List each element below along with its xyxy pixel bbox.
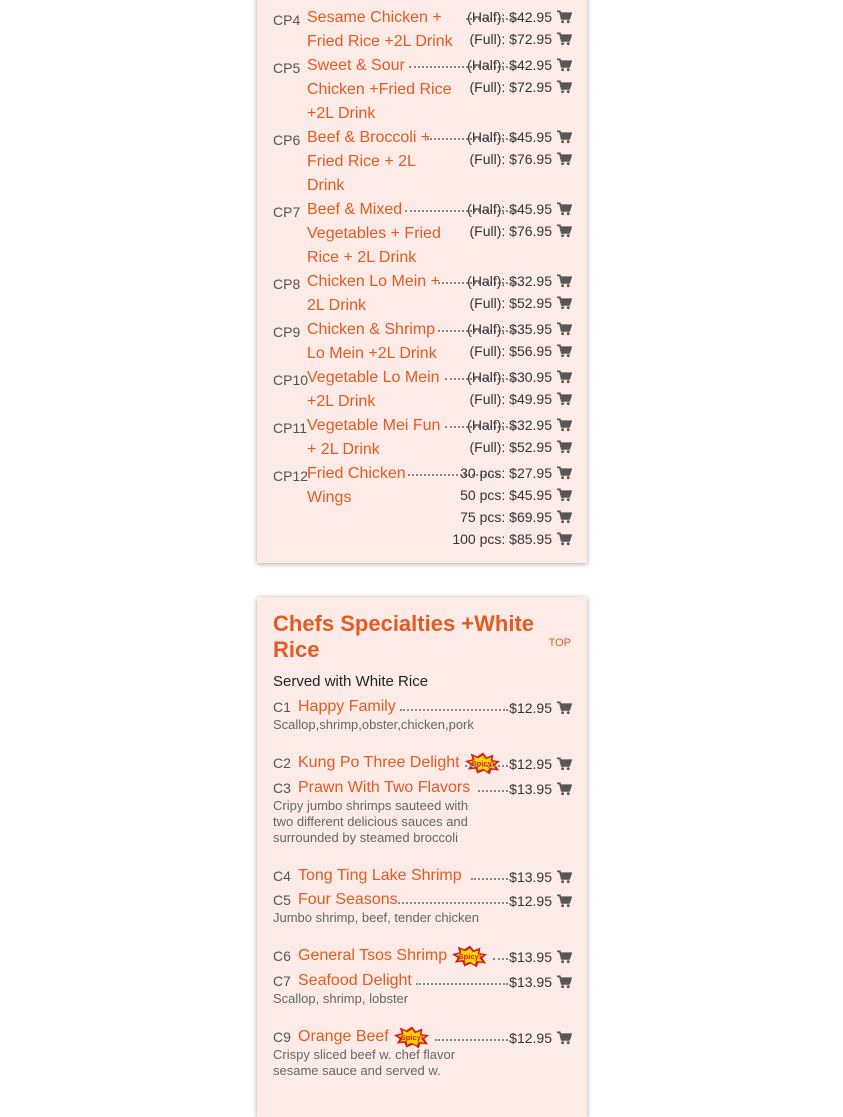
item-name[interactable]: Vegetable Mei Fun xyxy=(307,417,441,434)
dot-leader xyxy=(493,958,508,960)
item-code: C2 xyxy=(273,755,291,771)
item-price: (Full): $72.95 xyxy=(469,31,552,47)
item-code: C6 xyxy=(273,948,291,964)
combo-section xyxy=(257,0,587,563)
item-price: (Full): $76.95 xyxy=(469,223,552,239)
item-name[interactable]: Drink xyxy=(307,177,345,194)
item-price: $13.95 xyxy=(509,869,552,885)
shopping-cart-icon[interactable] xyxy=(557,32,572,46)
item-description: Jumbo shrimp, beef, tender chicken xyxy=(273,910,479,925)
item-name[interactable] xyxy=(298,888,398,912)
item-name[interactable] xyxy=(298,1025,431,1049)
item-price: $13.95 xyxy=(509,949,552,965)
item-description: Cripy jumbo shrimps sauteed with xyxy=(273,798,469,813)
dot-leader xyxy=(398,902,508,904)
item-price: (Half): $45.95 xyxy=(467,201,552,217)
dot-leader xyxy=(400,709,508,711)
item-name-text: Tong Ting Lake Shrimp xyxy=(298,867,462,884)
item-price: (Full): $76.95 xyxy=(469,151,552,167)
item-code: CP4 xyxy=(273,12,301,28)
item-name[interactable]: Wings xyxy=(307,489,352,506)
item-name[interactable]: Lo Mein +2L Drink xyxy=(307,345,437,362)
item-name[interactable]: Beef & Broccoli + xyxy=(307,129,431,146)
shopping-cart-icon[interactable] xyxy=(557,950,572,964)
item-description: Crispy sliced beef w. chef flavor xyxy=(273,1047,456,1062)
item-name[interactable]: Vegetables + Fried xyxy=(307,225,441,242)
shopping-cart-icon[interactable] xyxy=(557,782,572,796)
item-price: (Half): $42.95 xyxy=(467,9,552,25)
dot-leader xyxy=(465,765,508,767)
item-price: $13.95 xyxy=(509,781,552,797)
shopping-cart-icon[interactable] xyxy=(557,701,572,715)
item-code: C9 xyxy=(273,1029,291,1045)
item-price: (Full): $72.95 xyxy=(469,79,552,95)
item-name-text: Happy Family xyxy=(298,698,396,715)
item-description: two different delicious sauces and xyxy=(273,814,468,829)
item-name[interactable]: Chicken Lo Mein + xyxy=(307,273,440,290)
shopping-cart-icon[interactable] xyxy=(557,466,572,480)
shopping-cart-icon[interactable] xyxy=(557,392,572,406)
chefs-specialties-section xyxy=(257,597,587,1117)
item-price: (Half): $32.95 xyxy=(467,273,552,289)
shopping-cart-icon[interactable] xyxy=(557,296,572,310)
shopping-cart-icon[interactable] xyxy=(557,488,572,502)
item-price: (Half): $45.95 xyxy=(467,129,552,145)
item-description: sesame sauce and served w. xyxy=(273,1063,441,1078)
shopping-cart-icon[interactable] xyxy=(557,224,572,238)
item-price: $12.95 xyxy=(509,756,552,772)
item-price: 100 pcs: $85.95 xyxy=(452,531,552,547)
item-price: (Full): $52.95 xyxy=(469,295,552,311)
item-name[interactable]: Chicken +Fried Rice xyxy=(307,81,452,98)
item-code: CP5 xyxy=(273,60,301,76)
shopping-cart-icon[interactable] xyxy=(557,975,572,989)
dot-leader xyxy=(435,1039,508,1041)
shopping-cart-icon[interactable] xyxy=(557,532,572,546)
shopping-cart-icon[interactable] xyxy=(557,757,572,771)
shopping-cart-icon[interactable] xyxy=(557,440,572,454)
item-description: Scallop, shrimp, lobster xyxy=(273,991,409,1006)
shopping-cart-icon[interactable] xyxy=(557,10,572,24)
section-title: Chefs Specialties +White Rice xyxy=(273,611,535,662)
spicy-badge-icon xyxy=(451,944,489,968)
item-name[interactable]: Sesame Chicken + xyxy=(307,9,442,26)
shopping-cart-icon[interactable] xyxy=(557,510,572,524)
item-name-text: Orange Beef xyxy=(298,1028,389,1046)
item-name[interactable] xyxy=(298,969,412,993)
item-name[interactable]: +2L Drink xyxy=(307,393,376,410)
item-code: C3 xyxy=(273,780,291,796)
shopping-cart-icon[interactable] xyxy=(557,870,572,884)
shopping-cart-icon[interactable] xyxy=(557,322,572,336)
shopping-cart-icon[interactable] xyxy=(557,152,572,166)
item-name[interactable]: + 2L Drink xyxy=(307,441,380,458)
item-name[interactable]: Sweet & Sour xyxy=(307,57,405,74)
item-price: (Half): $42.95 xyxy=(467,57,552,73)
item-code: CP11 xyxy=(273,420,307,436)
dot-leader xyxy=(471,878,508,880)
spicy-badge-icon xyxy=(393,1025,431,1049)
item-price: (Half): $35.95 xyxy=(467,321,552,337)
item-description: surrounded by steamed broccoli xyxy=(273,830,458,845)
item-code: CP6 xyxy=(273,132,301,148)
item-name[interactable]: Fried Rice + 2L xyxy=(307,153,416,170)
dot-leader xyxy=(478,790,508,792)
shopping-cart-icon[interactable] xyxy=(557,418,572,432)
item-code: CP9 xyxy=(273,324,301,340)
item-price: (Full): $56.95 xyxy=(469,343,552,359)
item-code: CP12 xyxy=(273,468,309,484)
item-name-text: Kung Po Three Delight xyxy=(298,754,460,772)
item-code: CP7 xyxy=(273,204,301,220)
item-name[interactable]: Vegetable Lo Mein xyxy=(307,369,440,386)
item-name[interactable] xyxy=(298,776,470,800)
section-subtitle: Served with White Rice xyxy=(273,673,429,690)
dot-leader xyxy=(416,983,508,985)
item-name-text: Seafood Delight xyxy=(298,972,412,989)
item-code: C4 xyxy=(273,868,291,884)
item-price: 30 pcs: $27.95 xyxy=(460,465,552,481)
item-name[interactable] xyxy=(298,944,489,968)
shopping-cart-icon[interactable] xyxy=(557,130,572,144)
item-name[interactable]: Fried Rice +2L Drink xyxy=(307,33,453,50)
shopping-cart-icon[interactable] xyxy=(557,344,572,358)
item-name[interactable]: Fried Chicken xyxy=(307,465,406,482)
item-name[interactable]: +2L Drink xyxy=(307,105,376,122)
item-price: $12.95 xyxy=(509,893,552,909)
item-code: C7 xyxy=(273,973,291,989)
item-code: C5 xyxy=(273,892,291,908)
shopping-cart-icon[interactable] xyxy=(557,274,572,288)
shopping-cart-icon[interactable] xyxy=(557,370,572,384)
item-price: $12.95 xyxy=(509,700,552,716)
shopping-cart-icon[interactable] xyxy=(557,1031,572,1045)
svg-text:Spicy!: Spicy! xyxy=(400,1032,424,1042)
item-name[interactable] xyxy=(298,864,462,888)
shopping-cart-icon[interactable] xyxy=(557,58,572,72)
item-price: $13.95 xyxy=(509,974,552,990)
item-name[interactable]: Beef & Mixed xyxy=(307,201,403,218)
top-link[interactable]: TOP xyxy=(548,637,571,649)
svg-text:Spicy!: Spicy! xyxy=(471,758,494,768)
shopping-cart-icon[interactable] xyxy=(557,80,572,94)
item-description: Scallop,shrimp,obster,chicken,pork xyxy=(273,717,474,732)
svg-text:Spicy!: Spicy! xyxy=(458,951,482,961)
item-price: (Half): $32.95 xyxy=(467,417,552,433)
item-code: CP10 xyxy=(273,372,309,388)
item-name[interactable] xyxy=(298,751,502,775)
shopping-cart-icon[interactable] xyxy=(557,202,572,216)
item-name[interactable]: Rice + 2L Drink xyxy=(307,249,417,266)
item-price: (Full): $52.95 xyxy=(469,439,552,455)
item-name-text: General Tsos Shrimp xyxy=(298,947,448,965)
item-code: C1 xyxy=(273,699,291,715)
spicy-badge-icon xyxy=(464,751,502,775)
item-name-text: Prawn With Two Flavors xyxy=(298,779,471,796)
item-price: 50 pcs: $45.95 xyxy=(460,487,552,503)
item-name[interactable]: Chicken & Shrimp xyxy=(307,321,436,338)
item-price: (Full): $49.95 xyxy=(469,391,552,407)
item-name[interactable] xyxy=(298,695,396,719)
shopping-cart-icon[interactable] xyxy=(557,894,572,908)
item-name-text: Four Seasons xyxy=(298,891,398,908)
item-code: CP8 xyxy=(273,276,301,292)
item-price: 75 pcs: $69.95 xyxy=(460,509,552,525)
item-price: $12.95 xyxy=(509,1030,552,1046)
item-name[interactable]: 2L Drink xyxy=(307,297,366,314)
item-price: (Half): $30.95 xyxy=(467,369,552,385)
